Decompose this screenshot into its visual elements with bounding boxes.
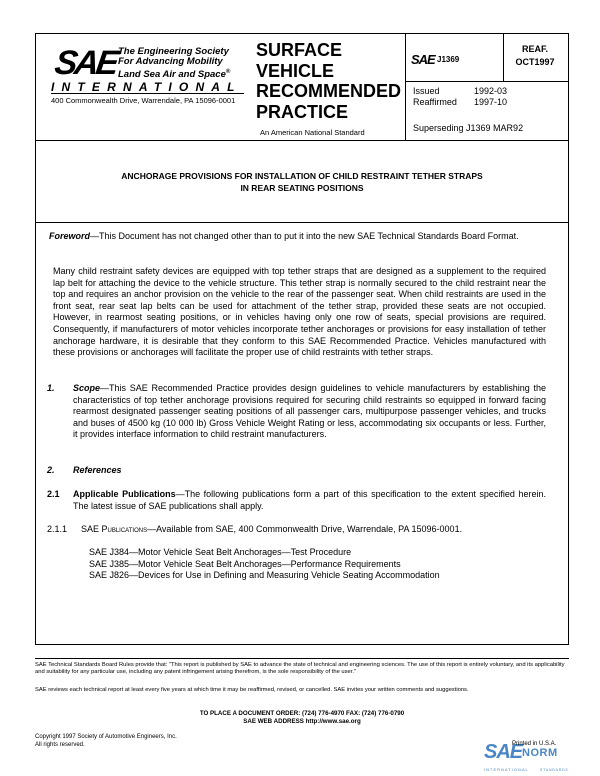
references-heading: References: [73, 465, 122, 475]
sae-small-logo: SAE: [411, 52, 435, 67]
tagline-line-1: The Engineering Society: [118, 46, 229, 57]
foreword: [49, 231, 546, 243]
order-phone-line: TO PLACE A DOCUMENT ORDER: (724) 776-4970 FAX: (724) 776-0790: [199, 710, 405, 717]
title-bottom-rule: [35, 222, 569, 223]
web-address-line: SAE WEB ADDRESS http://www.sae.org: [243, 718, 361, 725]
international-label: INTERNATIONAL: [51, 80, 242, 94]
norm-wordmark: NORM: [522, 747, 558, 759]
superseding-note: Superseding J1369 MAR92: [413, 123, 524, 133]
reference-list: [89, 547, 546, 582]
sae-norm-logo: SAE: [484, 741, 523, 763]
american-national-standard: An American National Standard: [260, 128, 365, 137]
document-type-title: [256, 40, 401, 122]
reaf-line-1: REAF.: [521, 44, 548, 54]
title-line-4: PRACTICE: [256, 101, 349, 122]
norm-international: INTERNATIONAL: [484, 767, 529, 772]
reference-item: SAE J384—Motor Vehicle Seat Belt Anchorages—Test Procedure: [89, 547, 352, 557]
tagline-line-2: For Advancing Mobility: [118, 56, 223, 67]
section-2-number: 2.: [47, 465, 55, 475]
reference-item: SAE J385—Motor Vehicle Seat Belt Anchorages—Performance Requirements: [89, 558, 401, 569]
document-title-line-2: IN REAR SEATING POSITIONS: [240, 182, 364, 193]
scope-text: —This SAE Recommended Practice provides design guidelines to vehicle manufacturers by establishing the characteristics of top tether anchorage provisions required for securing child restraints so equipped in forward facing rearmost designated passenger seating positions of all passenger cars, multipurpose passenger vehicles, and trucks and buses of 4500 kg (10 000 lb) Gross Vehicle Weight Rating or less, accommodating six occupants or less. Further, it provides interface information to child restraint manufacturers.: [73, 383, 546, 440]
section-2-1-number: 2.1: [47, 489, 60, 499]
tagline-line-3: [118, 67, 248, 80]
section-2-1-1: [81, 524, 546, 536]
review-note: SAE reviews each technical report at least every five years at which time it may be reaffirmed, revised, or cancelled. SAE invites your written comments and suggestions.: [35, 687, 469, 693]
document-title-line-1: ANCHORAGE PROVISIONS FOR INSTALLATION OF CHILD RESTRAINT TETHER STRAPS: [121, 171, 483, 181]
reaf-line-2: OCT1997: [515, 57, 555, 67]
document-number: J1369: [437, 55, 460, 64]
registered-mark: ®: [225, 69, 231, 75]
title-line-3: RECOMMENDED: [256, 81, 402, 101]
section-1-number: 1.: [47, 383, 55, 393]
issued-value: 1992-03: [474, 86, 508, 96]
section-1-scope: [73, 383, 546, 441]
foreword-label: Foreword: [49, 231, 91, 241]
applicable-publications-text: —The following publications form a part of this specification to the extent specified herein. The latest issue of SAE publications shall apply.: [73, 489, 546, 511]
docnum-rule: [405, 81, 569, 82]
issued-label: Issued: [413, 86, 440, 96]
sae-address: 400 Commonwealth Drive, Warrendale, PA 15096-0001: [51, 96, 236, 105]
foreword-text: —This Document has not changed other than to put it into the new SAE Technical Standards Board Format.: [90, 231, 519, 241]
tagline-line-3-text: Land Sea Air and Space: [118, 69, 226, 81]
document-title: [60, 171, 544, 194]
issued-row: [413, 86, 507, 97]
reaffirmed-value: 1997-10: [474, 97, 508, 107]
order-info: [35, 710, 569, 726]
copyright: [35, 733, 177, 749]
header-bottom-rule: [35, 140, 569, 141]
header-divider: [405, 33, 406, 140]
sae-publications-label: SAE Publications: [81, 524, 148, 534]
title-line-1: SURFACE: [256, 40, 343, 60]
title-line-2: VEHICLE: [256, 60, 335, 81]
board-rules-note: SAE Technical Standards Board Rules provide that: "This report is published by SAE to advance the state of technical and engineering sciences. The use of this report is entirely voluntary, and its applicability and suitability for any particular use, including any patent infringement arising therefrom, is the sole responsibility of the user.": [35, 662, 565, 676]
reaffirmed-label: Reaffirmed: [413, 97, 457, 107]
intro-paragraph: [53, 266, 546, 359]
section-2-1: [73, 489, 546, 512]
copyright-line: Copyright 1997 Society of Automotive Engineers, Inc.: [35, 734, 177, 740]
sae-logo: SAE: [52, 44, 119, 82]
reaffirmed-row: [413, 97, 507, 108]
sae-publications-text: —Available from SAE, 400 Commonwealth Drive, Warrendale, PA 15096-0001.: [147, 524, 463, 534]
reaffirmation-status: [504, 43, 566, 69]
reference-item: SAE J826—Devices for Use in Defining and Measuring Vehicle Seating Accommodation: [89, 570, 440, 581]
norm-standards: STANDARDS: [540, 768, 569, 772]
applicable-publications-label: Applicable Publications: [73, 489, 176, 499]
scope-label: Scope: [73, 383, 101, 393]
intro-text: Many child restraint safety devices are equipped with top tether straps that are designed as a supplement to the required lap belt for attaching the device to the vehicle structure. This tether strap is normally secured to the child restraint near the top and requires an anchor provision on the vehicle to the rear of the passenger seat. When child restraints are used in the front seat, rear seat lap belts can be used for attachment of the tether strap, provided these seats are not occupied. However, in rearmost seating positions, or in vehicles having only one row of seats, special provisions are required. Consequently, if manufacturers of motor vehicles incorporate tether anchorages or provisions for easy installation of tether anchorage hardware, it is desirable that they conform to this SAE Recommended Practice. Vehicles manufactured with these provisions or anchorages will facilitate the proper use of child restraints with tether straps.: [53, 266, 546, 358]
footer-rule: [35, 658, 569, 659]
section-2-1-1-number: 2.1.1: [47, 524, 68, 534]
logo-tagline: [118, 47, 248, 80]
printed-note: Printed in U.S.A.: [512, 741, 557, 747]
rights-line: All rights reserved.: [35, 742, 85, 748]
issue-dates: [413, 86, 507, 108]
